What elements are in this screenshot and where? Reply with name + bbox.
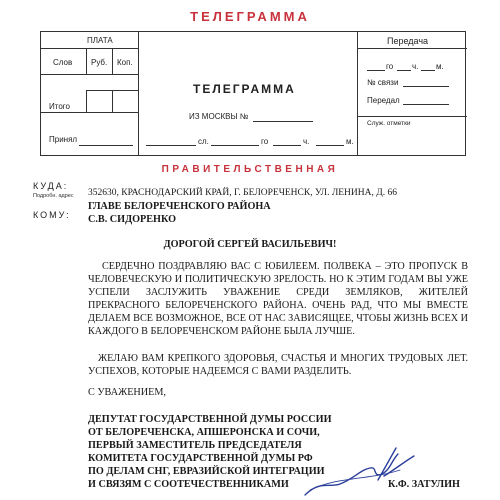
greeting: ДОРОГОЙ СЕРГЕЙ ВАСИЛЬЕВИЧ! xyxy=(163,239,337,250)
sl-line xyxy=(146,145,196,146)
paragraph-1: СЕРДЕЧНО ПОЗДРАВЛЯЮ ВАС С ЮБИЛЕЕМ. ПОЛВЕКА – ЭТО ПРОПУСК В ЧЕЛОВЕЧЕСКУЮ И ПОЛИТИЧЕСКУЮ ЗРЕЛОСТЬ. НО К ЭТИМ ГОДАМ ВЫ УЖЕ УСПЕЛИ ЗАСЛУЖИТЬ УВАЖЕНИЕ СРЕДИ ЗЕМЛЯКОВ, ЖИТЕЛЕЙ ПРЕКРАСНОГО БЕЛОРЕЧЕНСКОГО РАЙОНА. ОЧЕНЬ РАД, ЧТО МЫ ВМЕСТЕ ДЕЛАЕМ ВСЕ ВОЗМОЖНОЕ, ВСЕ ОТ НАС ЗАВИСЯЩЕЕ, ЧТОБЫ ЖИЗНЬ ВСЕХ И КАЖДОГО В БЕЛОРЕЧЕНСКОМ РАЙОНЕ БЫЛА ЛУЧШЕ. xyxy=(88,261,468,337)
government-stamp-text: ПРАВИТЕЛЬСТВЕННАЯ xyxy=(161,164,339,175)
peredacha-go: го xyxy=(386,62,394,71)
kuda-value: 352630, КРАСНОДАРСКИЙ КРАЙ, Г. БЕЛОРЕЧЕНСК, УЛ. ЛЕНИНА, Д. 66 xyxy=(88,188,397,198)
plata-vline-3 xyxy=(86,90,87,112)
signer-name: К.Ф. ЗАТУЛИН xyxy=(388,479,460,490)
ch-line xyxy=(273,145,301,146)
peredacha-m-line xyxy=(421,70,435,71)
svyazi-label: № связи xyxy=(367,78,399,87)
plata-vline-2 xyxy=(112,48,113,74)
komu-label: КОМУ: xyxy=(33,210,71,220)
from-label: ИЗ МОСКВЫ № xyxy=(189,112,249,121)
telegram-header-title: ТЕЛЕГРАММА xyxy=(190,9,310,24)
form-divider-left xyxy=(138,32,139,156)
peredacha-ch-line xyxy=(397,70,411,71)
peredacha-hline xyxy=(357,48,467,49)
plata-hline-4 xyxy=(41,112,138,113)
komu-line1: ГЛАВЕ БЕЛОРЕЧЕНСКОГО РАЙОНА xyxy=(88,201,271,212)
telegram-form xyxy=(40,31,466,156)
paragraph-2: ЖЕЛАЮ ВАМ КРЕПКОГО ЗДОРОВЬЯ, СЧАСТЬЯ И МНОГИХ ТРУДОВЫХ ЛЕТ. УСПЕХОВ, КОТОРЫЕ НАДЕЕМСЯ С ВАМИ РАЗДЕЛИТЬ. xyxy=(88,353,468,377)
signature-line-4: КОМИТЕТА ГОСУДАРСТВЕННОЙ ДУМЫ РФ xyxy=(88,453,313,464)
handwritten-signature xyxy=(300,440,420,500)
form-divider-right xyxy=(357,32,358,156)
sl-label: сл. xyxy=(198,137,209,146)
itogo-label: Итого xyxy=(49,102,70,111)
peredacha-date-line xyxy=(367,70,385,71)
sluzh-label: Служ. отметки xyxy=(367,120,411,127)
col-slov: Слов xyxy=(53,58,73,67)
signature-line-1: ДЕПУТАТ ГОСУДАРСТВЕННОЙ ДУМЫ РОССИИ xyxy=(88,414,332,425)
signature-line-3: ПЕРВЫЙ ЗАМЕСТИТЕЛЬ ПРЕДСЕДАТЕЛЯ xyxy=(88,440,302,451)
ch-label: ч. xyxy=(303,137,310,146)
from-number-line xyxy=(253,121,313,122)
kuda-label: КУДА: xyxy=(33,181,69,191)
peredal-line xyxy=(403,104,449,105)
plata-label: ПЛАТА xyxy=(87,36,113,45)
peredal-label: Передал xyxy=(367,96,400,105)
podrob-label: Подробн. адрес xyxy=(33,193,74,199)
go-line xyxy=(211,145,259,146)
plata-vline-1 xyxy=(86,48,87,74)
col-rub: Руб. xyxy=(91,58,108,67)
col-kop: Коп. xyxy=(117,58,133,67)
go-label: го xyxy=(261,137,269,146)
plata-vline-4 xyxy=(112,90,113,112)
m-label: м. xyxy=(346,137,354,146)
prinyal-label: Принял xyxy=(49,135,78,144)
signature-line-6: И СВЯЗЯМ С СООТЕЧЕСТВЕННИКАМИ xyxy=(88,479,289,490)
plata-hline-1 xyxy=(41,48,138,49)
peredacha-m: м. xyxy=(436,62,444,71)
plata-hline-2 xyxy=(41,74,138,75)
prinyal-line xyxy=(79,145,133,146)
peredacha-ch: ч. xyxy=(412,62,419,71)
signature-line-5: ПО ДЕЛАМ СНГ, ЕВРАЗИЙСКОЙ ИНТЕГРАЦИИ xyxy=(88,466,325,477)
form-center-title: ТЕЛЕГРАММА xyxy=(193,82,296,96)
sluzh-hline xyxy=(357,116,467,117)
m-line xyxy=(316,145,344,146)
closing: С УВАЖЕНИЕМ, xyxy=(88,387,166,398)
svyazi-line xyxy=(403,86,449,87)
komu-line2: С.В. СИДОРЕНКО xyxy=(88,214,177,225)
peredacha-label: Передача xyxy=(387,36,429,46)
signature-line-2: ОТ БЕЛОРЕЧЕНСКА, АПШЕРОНСКА И СОЧИ, xyxy=(88,427,320,438)
